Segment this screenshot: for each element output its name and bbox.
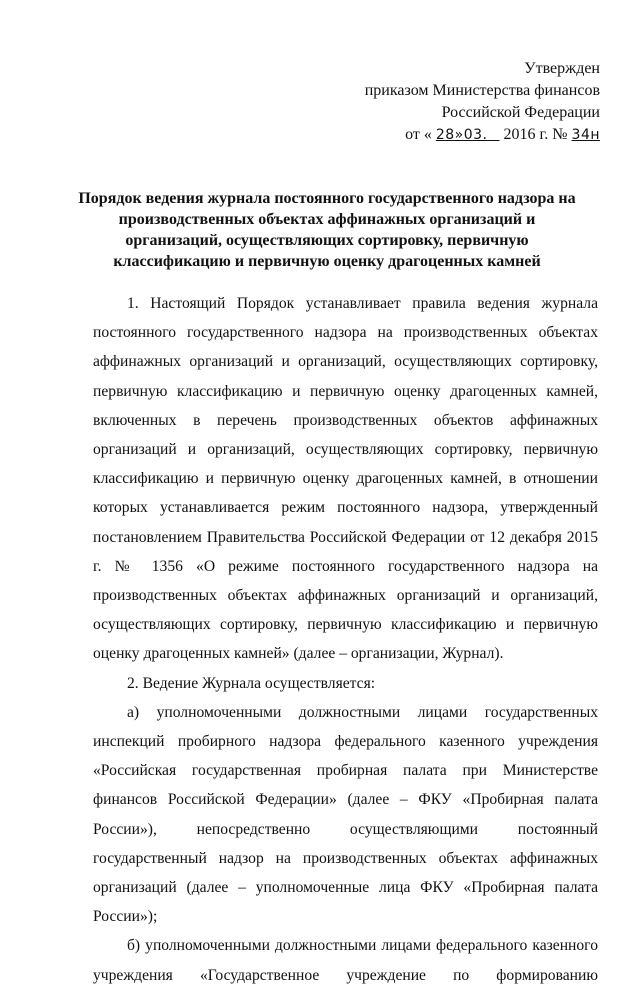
approval-date-line: [365, 124, 600, 146]
approval-block: [365, 58, 600, 146]
date-year: 2016 г.: [503, 126, 549, 143]
paragraph-2: 2. Ведение Журнала осуществляется:: [127, 674, 376, 692]
order-number: 34н: [571, 127, 600, 143]
document-title: Порядок ведения журнала постоянного государственного надзора на производственных объектах аффинажных организаций и организаций, осуществляющих сортировку, первичную классификацию и первичную оценку драгоценных камней: [78, 190, 576, 270]
approval-line-2: приказом Министерства финансов: [364, 82, 600, 99]
paragraph-4: б) уполномоченными должностными лицами федерального казенного учреждения «Государственное учреждение по формированию: [93, 937, 598, 984]
number-prefix: №: [552, 126, 568, 143]
date-prefix: от «: [405, 126, 432, 143]
approval-line-3: Российской Федерации: [441, 104, 600, 121]
date-day-month: 28»03.: [435, 127, 488, 143]
approval-line-1: Утвержден: [524, 60, 600, 77]
paragraph-3: а) уполномоченными должностными лицами государственных инспекций пробирного надзора федерального казенного учреждения «Российская государственная пробирная палата при Министерстве финансов Российской Федерации» (далее – ФКУ «Пробирная палата России»), непосредственно осуществляющими постоянный государственный надзор на производственных объектах аффинажных организаций (далее – уполномоченные лица ФКУ «Пробирная палата России»);: [93, 703, 598, 926]
document-body: [93, 289, 598, 990]
paragraph-1: 1. Настоящий Порядок устанавливает правила ведения журнала постоянного государственного надзора на производственных объектах аффинажных организаций и организаций, осуществляющих сортировку, первичную классификацию и первичную оценку драгоценных камней, включенных в перечень производственных объектов аффинажных организаций и организаций, осуществляющих сортировку, первичную классификацию и первичную оценку драгоценных камней, в отношении которых устанавливается режим постоянного надзора, утвержденный постановлением Правительства Российской Федерации от 12 декабря 2015 г. № 1356 «О режиме постоянного государственного надзора на производственных объектах аффинажных организаций и организаций, осуществляющих сортировку, первичную классификацию и первичную оценку драгоценных камней» (далее – организации, Журнал).: [93, 295, 598, 663]
